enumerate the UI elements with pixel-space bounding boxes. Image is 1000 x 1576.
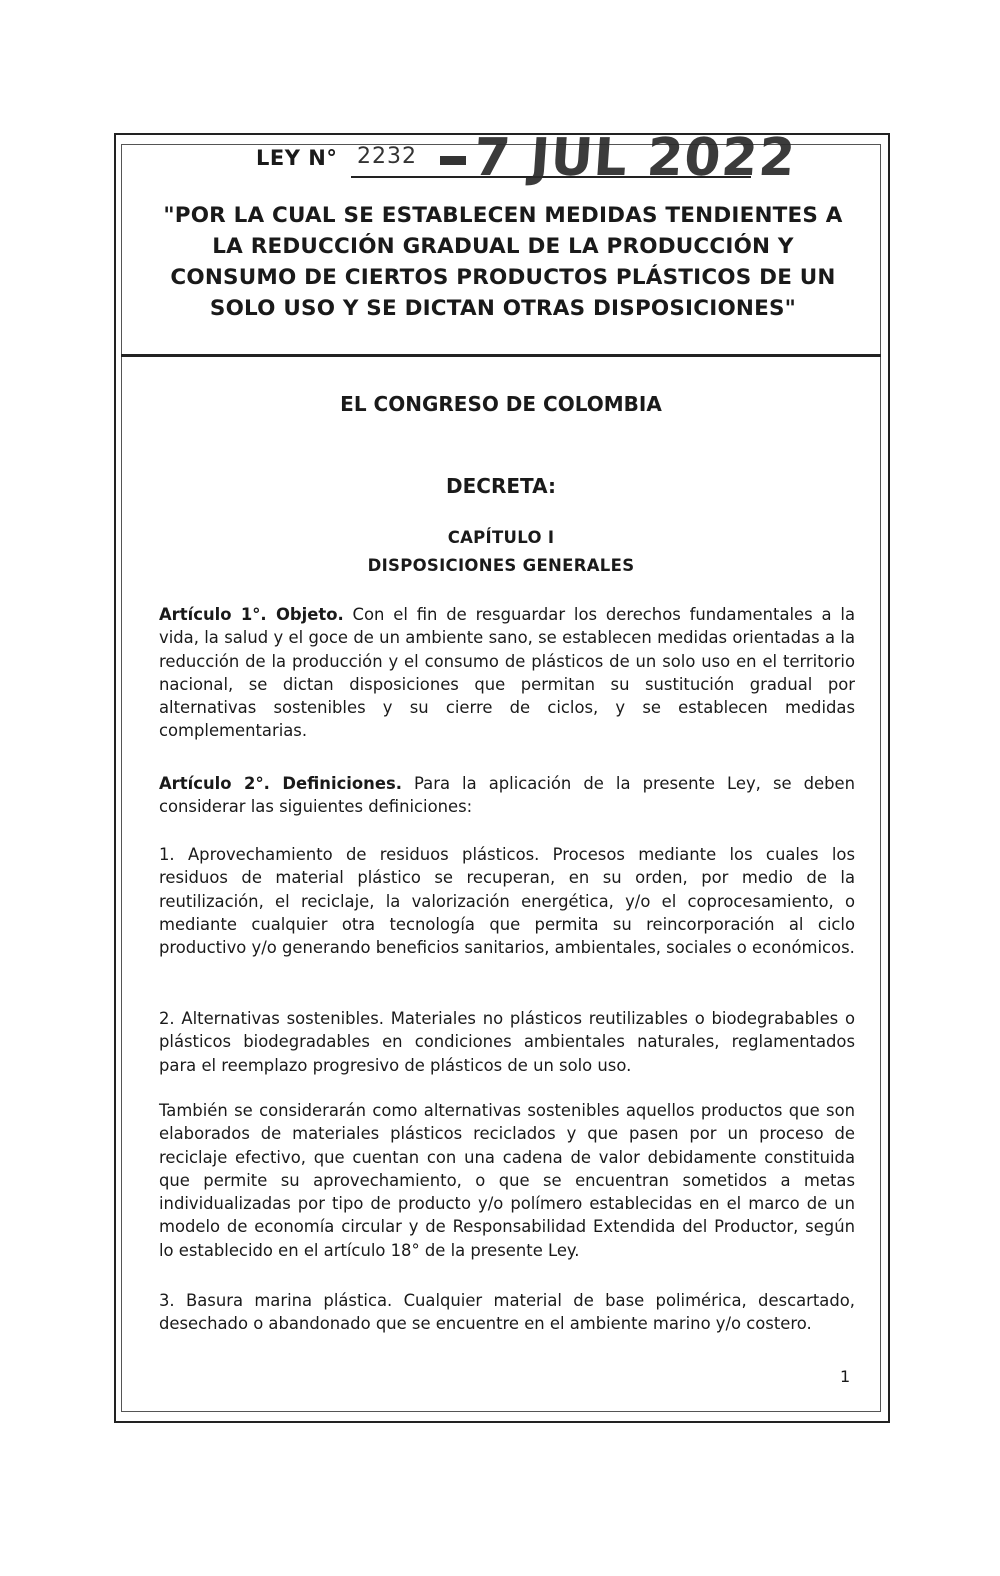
stamp-dash xyxy=(440,156,466,165)
definition-1: 1. Aprovechamiento de residuos plásticos. Procesos mediante los cuales los residuos de material plástico se recuperan, en su orden, por medio de la reutilización, el reciclaje, la valorización energética, y/o el coprocesamiento, o mediante cualquier otra tecnología que permita su reincorporación al ciclo productivo y/o generando beneficios sanitarios, ambientales, sociales o económicos. xyxy=(159,845,855,958)
law-title: "POR LA CUAL SE ESTABLECEN MEDIDAS TENDIENTES A LA REDUCCIÓN GRADUAL DE LA PRODUCCIÓN Y CONSUMO DE CIERTOS PRODUCTOS PLÁSTICOS DE UN SOLO USO Y SE DICTAN OTRAS DISPOSICIONES" xyxy=(163,203,843,321)
header-separator xyxy=(121,354,881,357)
chapter-number: CAPÍTULO I xyxy=(447,528,555,547)
definition-2-continued: También se considerarán como alternativas sostenibles aquellos productos que son elaborados de materiales plásticos reciclados y que pasen por un proceso de reciclaje efectivo, que cuentan con una cadena de valor debidamente constituida que permite su aprovechamiento, o que se encuentran sometidos a metas individualizadas por tipo de producto y/o polímero establecidas en el marco de un modelo de economía circular y de Responsabilidad Extendida del Productor, según lo establecido en el artículo 18° de la presente Ley. xyxy=(159,1101,855,1260)
article-1-text: Con el fin de resguardar los derechos fundamentales a la vida, la salud y el goce de un ambiente sano, se establecen medidas orientadas a la reducción de la producción y el consumo de plásticos de un solo uso en el territorio nacional, se dictan disposiciones que permitan su sustitución gradual por alternativas sostenibles y su cierre de ciclos, y se establecen medidas complementarias. xyxy=(159,605,855,741)
page-number: 1 xyxy=(840,1367,851,1386)
decree-heading: DECRETA: xyxy=(446,474,556,498)
issuer-heading: EL CONGRESO DE COLOMBIA xyxy=(340,392,662,416)
law-number-line xyxy=(256,128,798,188)
definition-3: 3. Basura marina plástica. Cualquier material de base polimérica, descartado, desechado o abandonado que se encuentre en el ambiente marino y/o costero. xyxy=(159,1291,855,1334)
definition-2: 2. Alternativas sostenibles. Materiales no plásticos reutilizables o biodegrabables o plásticos biodegradables en condiciones ambientales naturales, reglamentados para el reemplazo progresivo de plásticos de un solo uso. xyxy=(159,1009,855,1075)
article-2-text: Para la aplicación de la presente Ley, se deben considerar las siguientes definiciones: xyxy=(159,774,855,817)
article-1-label: Artículo 1°. Objeto. xyxy=(159,605,344,624)
article-1 xyxy=(159,603,855,743)
chapter-name: DISPOSICIONES GENERALES xyxy=(367,556,635,575)
law-number: 2232 xyxy=(357,144,417,169)
date-stamp: 7 JUL 2022 xyxy=(471,128,798,188)
article-2-label: Artículo 2°. Definiciones. xyxy=(159,774,402,793)
law-label: LEY N° xyxy=(256,146,338,170)
article-2 xyxy=(159,772,855,819)
